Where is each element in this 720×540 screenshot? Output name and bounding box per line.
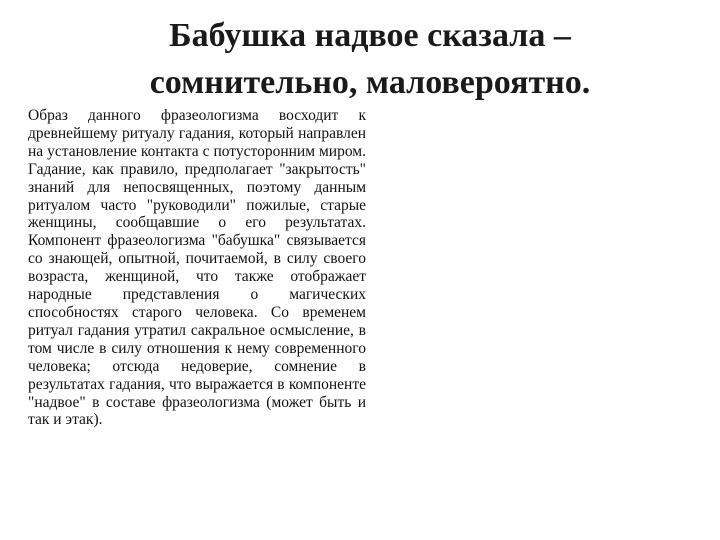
slide-title-line-1: Бабушка надвое сказала – [169, 17, 571, 54]
slide-title [70, 12, 670, 106]
slide-body-text: Образ данного фразеологизма восходит к древнейшему ритуалу гадания, который направлен на установление контакта с потусторонним миром. Гадание, как правило, предполагает "закрытость" знаний для непосвященных, поэтому данным ритуалом часто "руководили" пожилые, старые женщины, сообщавшие о его результатах. Компонент фразеологизма "бабушка" связывается со знающей, опытной, почитаемой, в силу своего возраста, женщиной, что также отображает народные представления о магических способностях старого человека. Со временем ритуал гадания утратил сакральное осмысление, в том числе в силу отношения к нему современного человека; отсюда недоверие, сомнение в результатах гадания, что выражается в компоненте "надвое" в составе фразеологизма (может быть и так и этак). [28, 107, 366, 429]
slide-title-line-2: сомнительно, маловероятно. [149, 64, 591, 101]
